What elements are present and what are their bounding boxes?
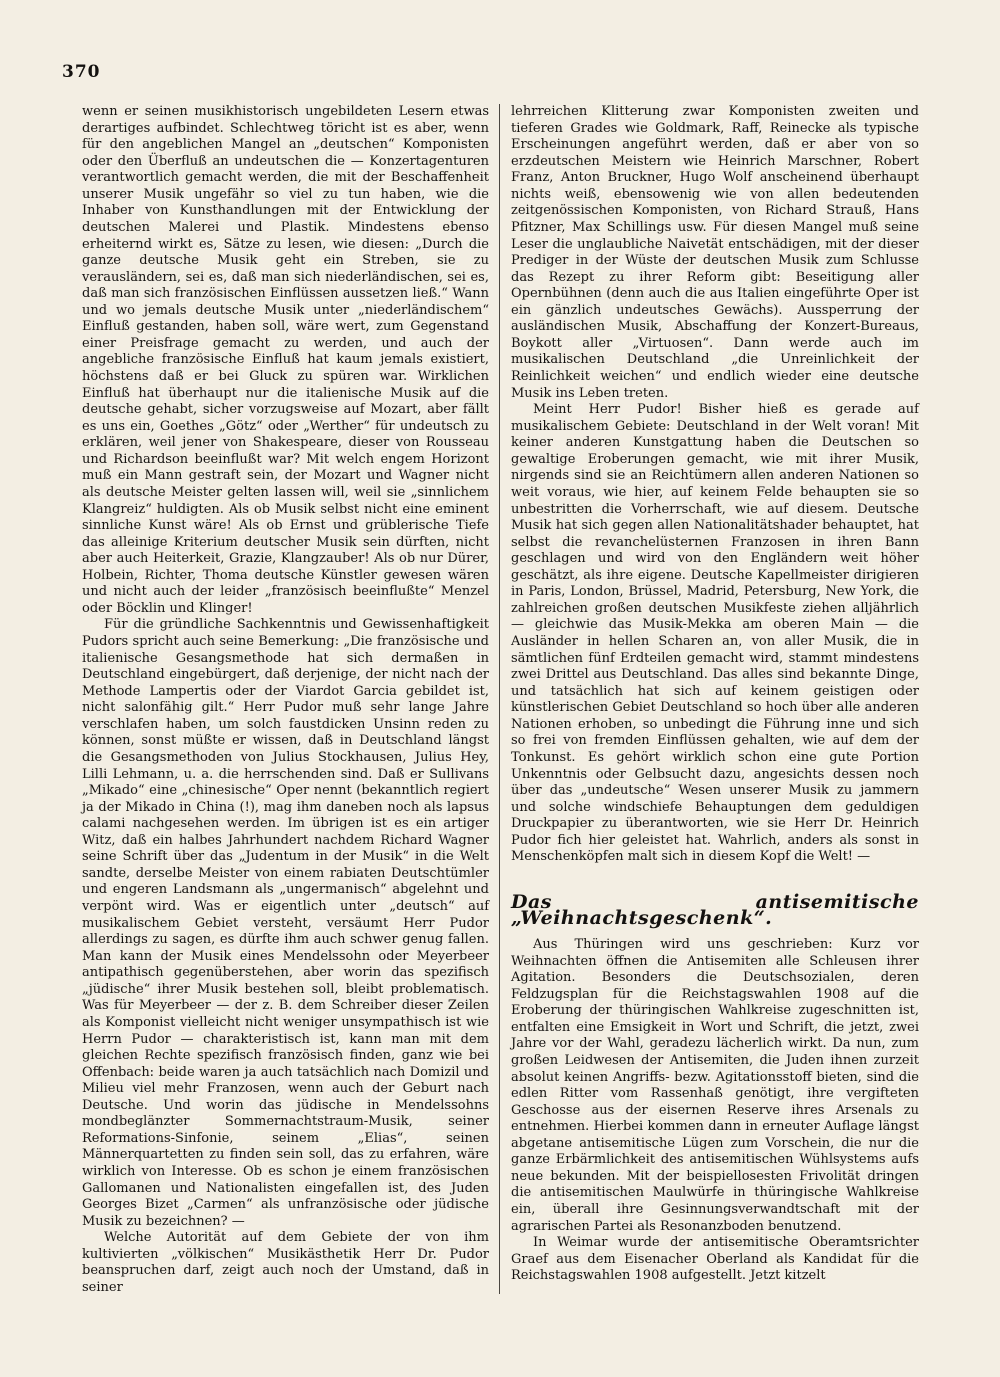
- right-column: [511, 104, 919, 1285]
- left-paragraph-2: Für die gründliche Sachkenntnis und Gewissenhaftigkeit Pudors spricht auch seine Bemerkung: „Die französische und italienische Gesangsmethode hat sich dermaßen in Deutschland eingebürgert, daß derjenige, der nicht nach der Methode Lampertis oder der Viardot Garcia gebildet ist, nicht salonfähig gilt.“ Herr Pudor muß sehr lange Jahre verschlafen haben, um solch faustdicken Unsinn reden zu können, sonst müßte er wissen, daß in Deutschland längst die Gesangsmethoden von Julius Stockhausen, Julius Hey, Lilli Lehmann, u. a. die herrschenden sind. Daß er Sullivans „Mikado“ eine „chinesische“ Oper nennt (bekanntlich regiert ja der Mikado in China (!), mag ihm daneben noch als lapsus calami nachgesehen werden. Im übrigen ist es ein artiger Witz, daß ein halbes Jahrhundert nachdem Richard Wagner seine Schrift über das „Judentum in der Musik“ in die Welt sandte, derselbe Meister von einem rabiaten Deutschtümler und engeren Landsmann als „ungermanisch“ abgelehnt und verpönt wird. Was er eigentlich unter „deutsch“ auf musikalischem Gebiet versteht, versäumt Herr Pudor allerdings zu sagen, es dürfte ihm auch schwer genug fallen. Man kann der Musik eines Mendelssohn oder Meyerbeer antipathisch gegenüberstehen, aber worin das spezifisch „jüdische“ ihrer Musik bestehen soll, bleibt problematisch. Was für Meyerbeer — der z. B. dem Schreiber dieser Zeilen als Komponist vielleicht nicht weniger unsympathisch ist wie Herrn Pudor — charakteristisch ist, kann man mit dem gleichen Rechte spezifisch französisch finden, ganz wie bei Offenbach: beide waren ja auch tatsächlich nach Domizil und Milieu viel mehr Franzosen, wenn auch der Geburt nach Deutsche. Und worin das jüdische in Mendelssohns mondbeglänzter Sommernachtstraum-Musik, seiner Reformations-Sinfonie, seinem „Elias“, seinen Männerquartetten zu finden sein soll, das zu erfahren, wäre wirklich von Interesse. Ob es schon je einem französischen Gallomanen und Nationalisten eingefallen ist, des Juden Georges Bizet „Carmen“ als unfranzösische oder jüdische Musik zu bezeichnen? —: [82, 617, 489, 1229]
- left-paragraph-1: wenn er seinen musikhistorisch ungebildeten Lesern etwas derartiges aufbindet. Schlechtweg töricht ist es aber, wenn für den angeblichen Mangel an „deutschen“ Komponisten oder den Überfluß an undeutschen die — Konzertagenturen verantwortlich gemacht werden, die mit der Beschaffenheit unserer Musik ungefähr so viel zu tun haben, wie die Inhaber von Kunsthandlungen mit der Entwicklung der deutschen Malerei und Plastik. Mindestens ebenso erheiternd wirkt es, Sätze zu lesen, wie diesen: „Durch die ganze deutsche Musik geht ein Streben, sie zu verausländern, sei es, daß man sich niederländischen, sei es, daß man sich französischen Einflüssen aussetzen ließ.“ Wann und wo jemals deutsche Musik unter „niederländischem“ Einfluß gestanden, haben soll, wäre wert, zum Gegenstand einer Preisfrage gemacht zu werden, und auch der angebliche französische Einfluß hat kaum jemals existiert, höchstens daß er bei Gluck zu spüren war. Wirklichen Einfluß hat überhaupt nur die italienische Musik auf die deutsche gehabt, sicher vorzugsweise auf Mozart, aber fällt es uns ein, Goethes „Götz“ oder „Werther“ für undeutsch zu erklären, weil jener von Shakespeare, dieser von Rousseau und Richardson beeinflußt war? Mit welch engem Horizont muß ein Mann gestraft sein, der Mozart und Wagner nicht als deutsche Meister gelten lassen will, weil sie „sinnlichem Klangreiz“ huldigten. Als ob Musik selbst nicht eine eminent sinnliche Kunst wäre! Als ob Ernst und grüblerische Tiefe das alleinige Kriterium deutscher Musik sein dürften, nicht aber auch Heiterkeit, Grazie, Klangzauber! Als ob nur Dürer, Holbein, Richter, Thoma deutsche Künstler gewesen wären und nicht auch der leider „französisch beeinflußte“ Menzel oder Böcklin und Klinger!: [82, 104, 489, 616]
- page-number: 370: [62, 62, 101, 82]
- section-title: Das antisemitische „Weihnachtsgeschenk“.: [511, 890, 919, 930]
- right-paragraph-3: Aus Thüringen wird uns geschrieben: Kurz vor Weihnachten öffnen die Antisemiten alle Schleusen ihrer Agitation. Besonders die Deutschsozialen, deren Feldzugsplan für die Reichstagswahlen 1908 auf die Eroberung der thüringischen Wahlkreise zugeschnitten ist, entfalten eine Emsigkeit in Wort und Schrift, die jetzt, zwei Jahre vor der Wahl, geradezu lächerlich wirkt. Da nun, zum großen Leidwesen der Antisemiten, die Juden ihnen zurzeit absolut keinen Angriffs- bezw. Agitationsstoff bieten, sind die edlen Ritter vom Rassenhaß genötigt, ihre vergifteten Geschosse aus der eisernen Reserve ihres Arsenals zu entnehmen. Hierbei kommen dann in erneuter Auflage längst abgetane antisemitische Lügen zum Vorschein, die nur die ganze Erbärmlichkeit des antisemitischen Wühlsystems aufs neue bekunden. Mit der beispiellosesten Frivolität dringen die antisemitischen Maulwürfe in thüringische Wahlkreise ein, überall ihre Gesinnungsverwandtschaft mit der agrarischen Partei als Resonanzboden benutzend.: [511, 937, 919, 1234]
- left-paragraph-3: Welche Autorität auf dem Gebiete der von ihm kultivierten „völkischen“ Musikästhetik Herr Dr. Pudor beanspruchen darf, zeigt auch noch der Umstand, daß in seiner: [82, 1230, 489, 1295]
- right-paragraph-2: Meint Herr Pudor! Bisher hieß es gerade auf musikalischem Gebiete: Deutschland in der Welt voran! Mit keiner anderen Kunstgattung haben die Deutschen so gewaltige Eroberungen gemacht, wie mit ihrer Musik, nirgends sind sie an Reichtümern allen anderen Nationen so weit voraus, wie hier, auf keinem Felde behaupten sie so unbestritten die Vorherrschaft, wie auf diesem. Deutsche Musik hat sich gegen allen Nationalitätshader behauptet, hat selbst die revanchelüsternen Franzosen in ihren Bann geschlagen und wird von den Engländern weit höher geschätzt, als ihre eigene. Deutsche Kapellmeister dirigieren in Paris, London, Brüssel, Madrid, Petersburg, New York, die zahlreichen großen deutschen Musikfeste ziehen alljährlich — gleichwie das Musik-Mekka am oberen Main — die Ausländer in hellen Scharen an, von aller Musik, die in sämtlichen fünf Erdteilen gemacht wird, stammt mindestens zwei Drittel aus Deutschland. Das alles sind bekannte Dinge, und tatsächlich hat sich auf keinem geistigen oder künstlerischen Gebiet Deutschland so hoch über alle anderen Nationen erhoben, so unbedingt die Führung inne und sich so frei von fremden Einflüssen gehalten, wie auf dem der Tonkunst. Es gehört wirklich schon eine gute Portion Unkenntnis oder Gelbsucht dazu, angesichts dessen noch über das „undeutsche“ Wesen unserer Musik zu jammern und solche windschiefe Behauptungen dem geduldigen Druckpapier zu überantworten, wie sie Herr Dr. Heinrich Pudor fich hier geleistet hat. Wahrlich, anders als sonst in Menschenköpfen malt sich in diesem Kopf die Welt! —: [511, 402, 919, 865]
- left-column: [82, 104, 489, 1297]
- right-paragraph-4: In Weimar wurde der antisemitische Oberamtsrichter Graef aus dem Eisenacher Oberland als Kandidat für die Reichstagswahlen 1908 aufgestellt. Jetzt kitzelt: [511, 1235, 919, 1284]
- right-paragraph-1: lehrreichen Klitterung zwar Komponisten zweiten und tieferen Grades wie Goldmark, Raff, Reinecke als typische Erscheinungen angeführt werden, daß er aber von so erzdeutschen Meistern wie Heinrich Marschner, Robert Franz, Anton Bruckner, Hugo Wolf anscheinend überhaupt nichts weiß, ebensowenig wie von allen bedeutenden zeitgenössischen Komponisten, von Richard Strauß, Hans Pfitzner, Max Schillings usw. Für diesen Mangel muß seine Leser die unglaubliche Naivetät entschädigen, mit der dieser Prediger in der Wüste der deutschen Musik zum Schlusse das Rezept zu ihrer Reform gibt: Beseitigung aller Opernbühnen (denn auch die aus Italien eingeführte Oper ist ein gänzlich undeutsches Gewächs). Aussperrung der ausländischen Musik, Abschaffung der Konzert-Bureaus, Boykott aller „Virtuosen“. Dann werde auch im musikalischen Deutschland „die Unreinlichkeit der Reinlichkeit weichen“ und endlich wieder eine deutsche Musik ins Leben treten.: [511, 104, 919, 401]
- column-divider: [499, 104, 500, 1294]
